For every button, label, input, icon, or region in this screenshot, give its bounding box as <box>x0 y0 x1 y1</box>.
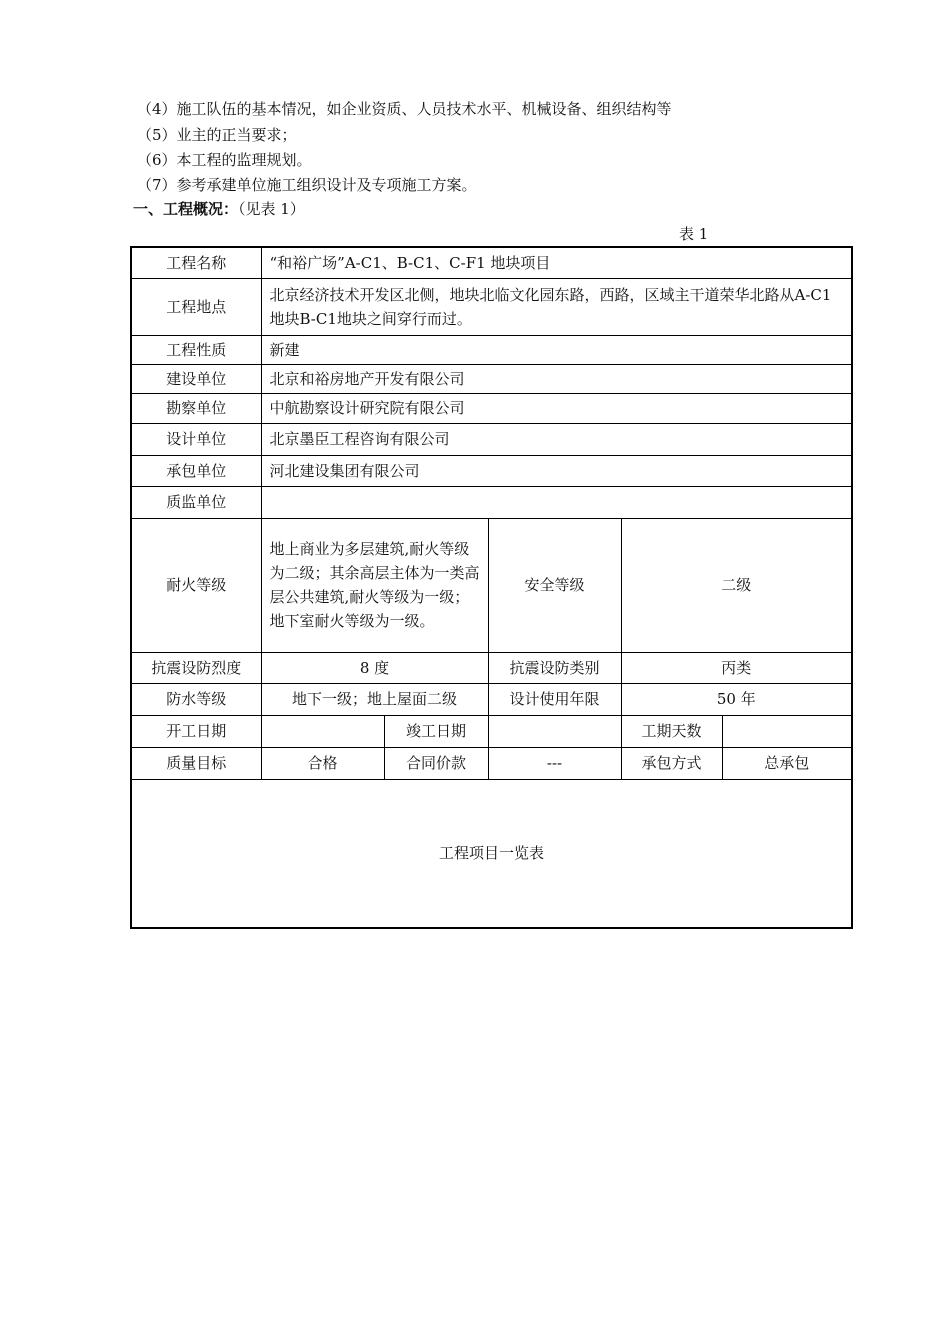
completion-date-label: 竣工日期 <box>384 715 488 747</box>
owner-value: 北京和裕房地产开发有限公司 <box>261 364 852 393</box>
contractor-value: 河北建设集团有限公司 <box>261 455 852 486</box>
design-life-label: 设计使用年限 <box>488 683 621 715</box>
fire-rating-value: 地上商业为多层建筑,耐火等级为二级；其余高层主体为一类高层公共建筑,耐火等级为一级；地下室耐火等级为一级。 <box>261 518 488 652</box>
project-location-value: 北京经济技术开发区北侧，地块北临文化园东路，西路，区域主干道荣华北路从A-C1地块B-C1地块之间穿行而过。 <box>261 278 852 335</box>
safety-level-label: 安全等级 <box>488 518 621 652</box>
waterproof-value: 地下一级；地上屋面二级 <box>261 683 488 715</box>
section-heading <box>133 199 305 219</box>
project-name-label: 工程名称 <box>131 247 261 278</box>
project-overview-table <box>130 246 853 929</box>
quality-target-label: 质量目标 <box>131 747 261 779</box>
table-row <box>131 779 852 928</box>
table-row <box>131 652 852 683</box>
survey-unit-value: 中航勘察设计研究院有限公司 <box>261 393 852 423</box>
contractor-label: 承包单位 <box>131 455 261 486</box>
duration-days-value <box>722 715 852 747</box>
quality-supervision-label: 质监单位 <box>131 486 261 518</box>
safety-level-value: 二级 <box>621 518 852 652</box>
project-nature-label: 工程性质 <box>131 335 261 364</box>
design-unit-label: 设计单位 <box>131 423 261 455</box>
section-heading-title: 一、工程概况： <box>133 200 239 218</box>
start-date-label: 开工日期 <box>131 715 261 747</box>
table-row <box>131 683 852 715</box>
intro-item-5: （5）业主的正当要求； <box>137 126 297 144</box>
intro-item-7: （7）参考承建单位施工组织设计及专项施工方案。 <box>137 176 477 194</box>
seismic-category-label: 抗震设防类别 <box>488 652 621 683</box>
table-row <box>131 423 852 455</box>
seismic-intensity-label: 抗震设防烈度 <box>131 652 261 683</box>
quality-target-value: 合格 <box>261 747 384 779</box>
table-row <box>131 247 852 278</box>
duration-days-label: 工期天数 <box>621 715 722 747</box>
table-row <box>131 715 852 747</box>
table-number: 表 1 <box>679 225 709 243</box>
start-date-value <box>261 715 384 747</box>
design-unit-value: 北京墨臣工程咨询有限公司 <box>261 423 852 455</box>
design-life-value: 50 年 <box>621 683 852 715</box>
section-heading-note: （见表 1） <box>238 200 305 218</box>
table-row <box>131 278 852 335</box>
completion-date-value <box>488 715 621 747</box>
owner-label: 建设单位 <box>131 364 261 393</box>
quality-supervision-value <box>261 486 852 518</box>
table-row <box>131 364 852 393</box>
intro-item-4: （4）施工队伍的基本情况，如企业资质、人员技术水平、机械设备、组织结构等 <box>137 100 672 118</box>
fire-rating-label: 耐火等级 <box>131 518 261 652</box>
seismic-category-value: 丙类 <box>621 652 852 683</box>
project-nature-value: 新建 <box>261 335 852 364</box>
project-name-value: “和裕广场”A-C1、B-C1、C-F1 地块项目 <box>261 247 852 278</box>
project-location-label: 工程地点 <box>131 278 261 335</box>
contract-mode-label: 承包方式 <box>621 747 722 779</box>
intro-item-6: （6）本工程的监理规划。 <box>137 151 312 169</box>
table-row <box>131 518 852 652</box>
table-row <box>131 486 852 518</box>
table-row <box>131 455 852 486</box>
survey-unit-label: 勘察单位 <box>131 393 261 423</box>
seismic-intensity-value: 8 度 <box>261 652 488 683</box>
contract-price-value: --- <box>488 747 621 779</box>
table-row <box>131 747 852 779</box>
waterproof-label: 防水等级 <box>131 683 261 715</box>
contract-mode-value: 总承包 <box>722 747 852 779</box>
table-row <box>131 393 852 423</box>
contract-price-label: 合同价款 <box>384 747 488 779</box>
project-list-title: 工程项目一览表 <box>131 779 852 928</box>
table-row <box>131 335 852 364</box>
